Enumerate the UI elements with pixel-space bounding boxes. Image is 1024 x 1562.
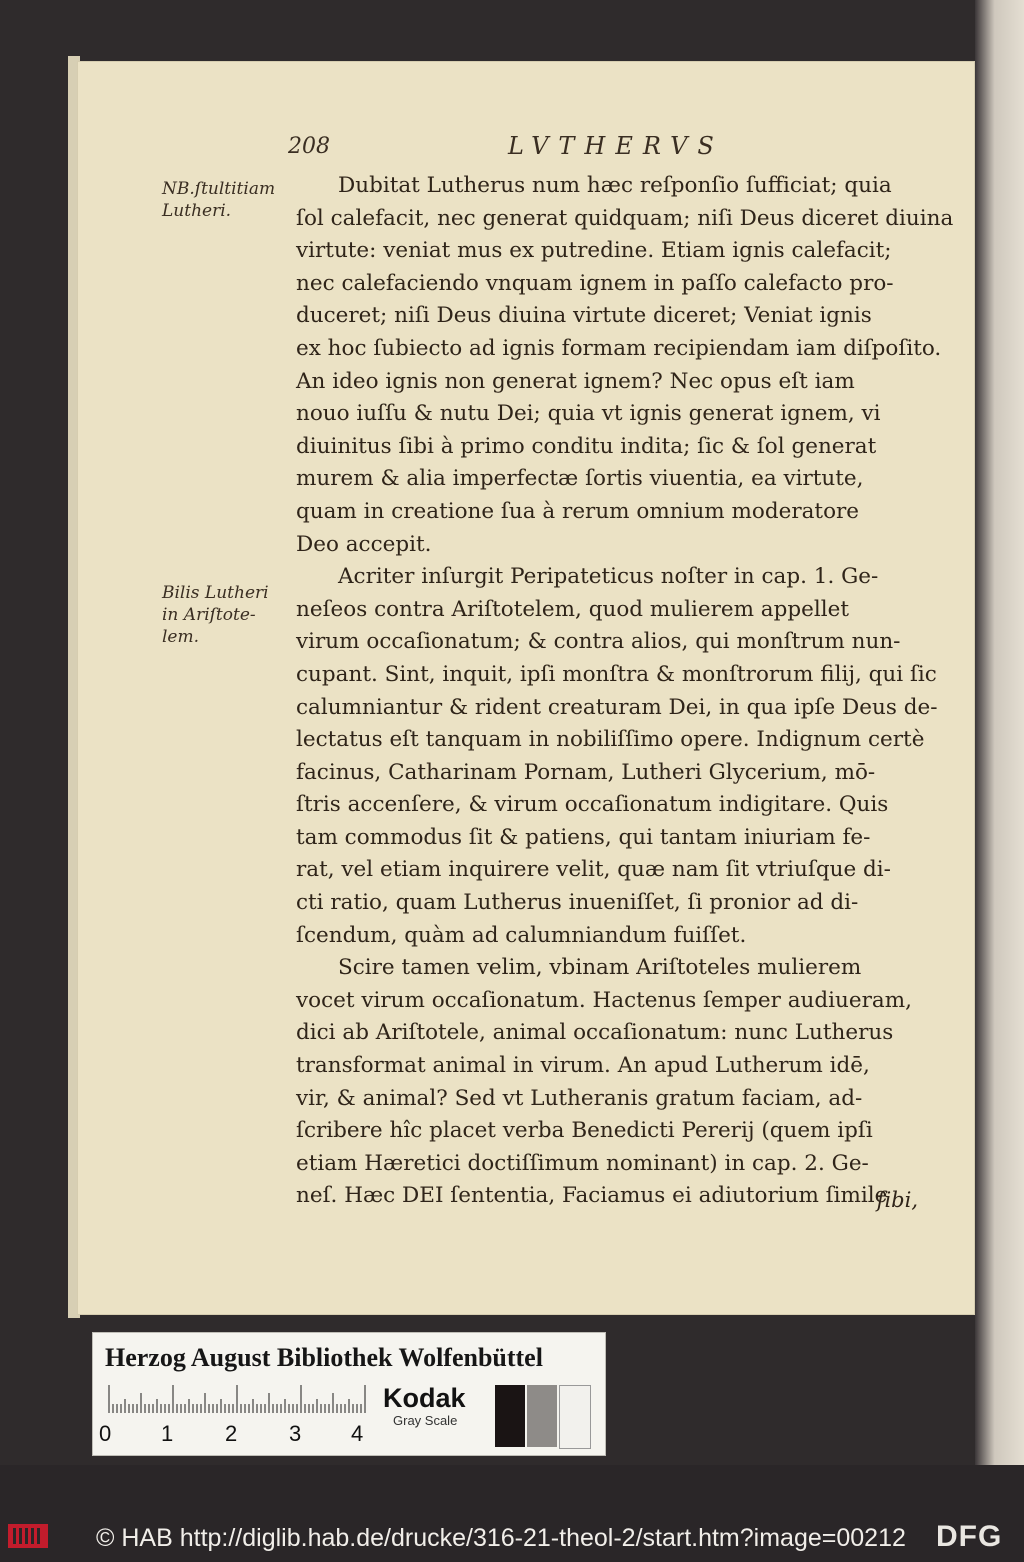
ruler-number: 3 [289, 1421, 302, 1446]
text-line: cupant. Sint, inquit, ipſi monſtra & monſtrorum filij, qui ſic [296, 661, 937, 687]
text-line: neſ. Hæc DEI ſententia, Faciamus ei adiutorium ſimile [296, 1183, 888, 1209]
copyright-link[interactable]: © HAB http://diglib.hab.de/drucke/316-21-theol-2/start.htm?image=00212 [96, 1524, 906, 1552]
scanner-edge [975, 0, 1024, 1465]
text-line: An ideo ignis non generat ignem? Nec opus eſt iam [296, 368, 855, 394]
ruler-number: 1 [161, 1421, 174, 1446]
text-line: dici ab Ariſtotele, animal occaſionatum: nunc Lutherus [296, 1020, 894, 1046]
text-line: ſcendum, quàm ad calumniandum fuiſſet. [296, 922, 747, 948]
text-line: etiam Hæretici doctiſſimum nominant) in cap. 2. Ge- [296, 1150, 869, 1176]
page-header [288, 134, 734, 162]
gray-swatch-mid [527, 1385, 557, 1447]
gray-swatch-dark [495, 1385, 525, 1447]
catchword: ſibi, [876, 1188, 918, 1212]
text-line: tam commodus ſit & patiens, qui tantam iniuriam fe- [296, 824, 871, 850]
paragraph-1 [296, 170, 954, 561]
ruler-number: 0 [99, 1421, 112, 1446]
text-line: transformat animal in virum. An apud Lutherum idē, [296, 1053, 870, 1079]
text-line: quam in creatione ſua à rerum omnium moderatore [296, 498, 860, 524]
ruler-number: 4 [351, 1421, 364, 1446]
text-line: cti ratio, quam Lutherus inueniſſet, ſi pronior ad di- [296, 890, 859, 916]
text-line: nec calefaciendo vnquam ignem in paſſo calefacto pro- [296, 270, 894, 296]
text-line: calumniantur & rident creaturam Dei, in qua ipſe Deus de- [296, 694, 938, 720]
paragraph-2 [296, 561, 936, 952]
main-text [296, 170, 954, 1213]
text-line: ſol calefacit, nec generat quidquam; niſi Deus diceret diuina [296, 205, 954, 231]
hab-logo-icon [8, 1522, 48, 1550]
kodak-logo: Kodak [383, 1383, 466, 1413]
text-line: virum occaſionatum; & contra alios, qui monſtrum nun- [296, 629, 901, 655]
text-line: facinus, Catharinam Pornam, Lutheri Glycerium, mō- [296, 759, 876, 785]
text-line: Scire tamen velim, vbinam Ariſtoteles mulierem [338, 955, 862, 981]
text-line: virtute: veniat mus ex putredine. Etiam ignis calefacit; [296, 238, 892, 264]
text-line: duceret; niſi Deus diuina virtute diceret; Veniat ignis [296, 303, 872, 329]
ruler-number: 2 [225, 1421, 238, 1446]
ruler-scale [107, 1385, 367, 1413]
margin-note-bilis: Bilis Lutheri in Ariſtote- lem. [162, 583, 269, 647]
page-number: 208 [288, 134, 330, 159]
dfg-logo: DFG [936, 1520, 1003, 1553]
text-line: murem & alia imperfectæ ſortis viuentia, ea virtute, [296, 466, 864, 492]
text-line: lectatus eſt tanquam in nobiliſſimo opere. Indignum certè [296, 727, 925, 753]
text-line: Dubitat Lutherus num hæc reſponſio ſufficiat; quia [338, 173, 892, 198]
calibration-card [92, 1332, 606, 1456]
gray-scale-label: Gray Scale [393, 1413, 458, 1428]
text-line: rat, vel etiam inquirere velit, quæ nam ſit vtriuſque di- [296, 857, 891, 883]
text-line: ſcribere hîc placet verba Benedicti Pererij (quem ipſi [296, 1118, 873, 1144]
book-page [78, 62, 974, 1314]
text-line: vocet virum occaſionatum. Hactenus ſemper audiueram, [296, 987, 912, 1013]
paragraph-3 [296, 952, 936, 1213]
margin-note-stultitiam: NB.ſtultitiam Lutheri. [162, 179, 276, 221]
running-head: LVTHERVS [508, 132, 724, 160]
text-line: neſeos contra Ariſtotelem, quod mulierem appellet [296, 596, 849, 622]
text-line: Deo accepit. [296, 531, 432, 557]
text-line: Acriter inſurgit Peripateticus noſter in cap. 1. Ge- [338, 564, 879, 590]
text-line: vir, & animal? Sed vt Lutheranis gratum faciam, ad- [296, 1085, 863, 1111]
text-line: diuinitus ſibi à primo conditu indita; ſic & ſol generat [296, 433, 877, 459]
gray-swatch-light [559, 1385, 591, 1449]
library-name: Herzog August Bibliothek Wolfenbüttel [105, 1343, 543, 1372]
text-line: ſtris accenſere, & virum occaſionatum indigitare. Quis [296, 792, 889, 818]
text-line: ex hoc ſubiecto ad ignis formam recipiendam iam diſpoſito. [296, 335, 942, 361]
text-line: nouo iuſſu & nutu Dei; quia vt ignis generat ignem, vi [296, 401, 881, 427]
